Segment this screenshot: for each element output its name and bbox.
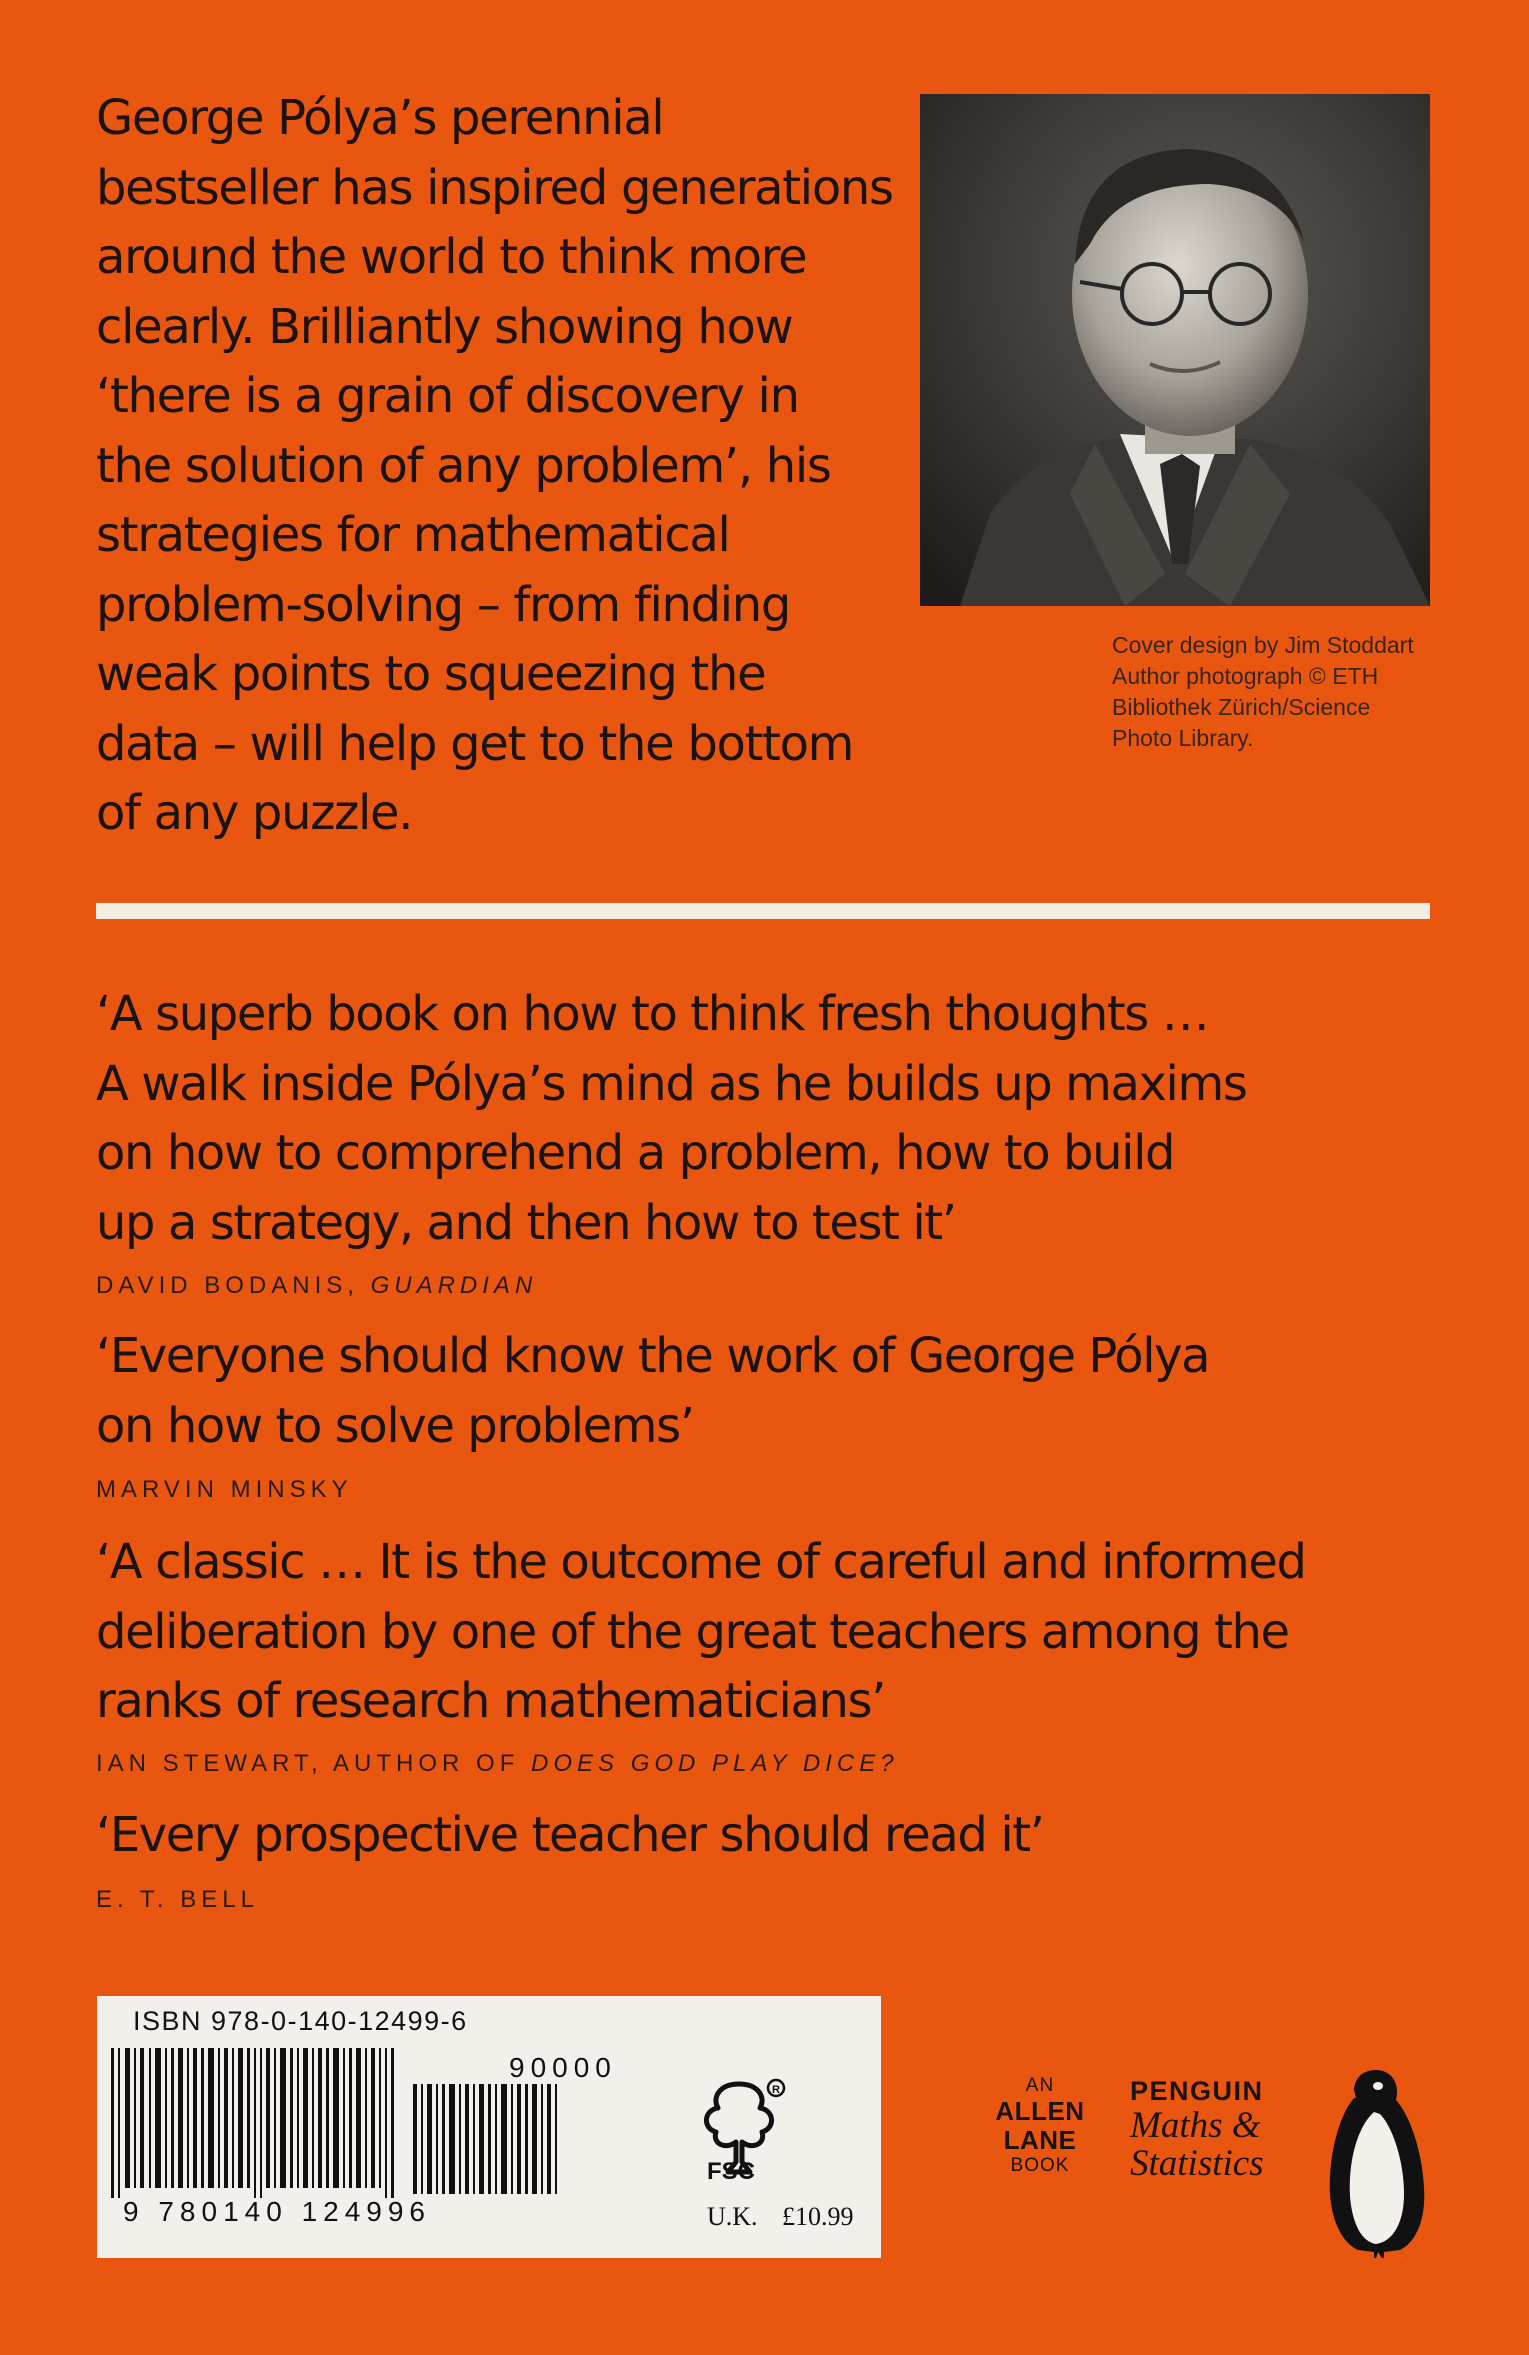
fsc-label: FSC [707,2158,755,2185]
quote-1-source: GUARDIAN [370,1272,538,1299]
svg-text:R: R [772,2084,780,2096]
quote-1: ‘A superb book on how to think fresh thoughts … A walk inside Pólya’s mind as he builds up maxims on how to comprehend a problem, how to build up a strategy, and then how to test it’ [96,986,1247,1251]
penguin-maths-imprint [1130,2076,1264,2183]
quote-3-source: DOES GOD PLAY DICE? [531,1750,899,1777]
allen-lane-logo [990,2076,1090,2175]
imprint-statistics: Statistics [1130,2143,1264,2184]
author-photo [920,94,1430,606]
allen-lane: LANE [1003,2125,1077,2155]
isbn-label: ISBN 978-0-140-12499-6 [133,2006,468,2036]
back-cover-blurb [96,84,896,849]
quote-2-attribution [96,1476,353,1504]
country-code: U.K. [707,2202,758,2231]
quote-3: ‘A classic … It is the outcome of careful and informed deliberation by one of the great teachers among the ranks of research mathematicians’ [96,1534,1306,1729]
allen-allen: ALLEN [995,2096,1085,2126]
barcode-panel [97,1996,881,2258]
price: £10.99 [782,2202,854,2231]
quote-4-author: E. T. BELL [96,1886,259,1913]
price-code: 90000 [509,2052,617,2083]
quote-3-author: IAN STEWART, AUTHOR OF [96,1750,532,1777]
cover-credits: Cover design by Jim Stoddart Author photograph © ETH Bibliothek Zürich/Science Photo Library. [1112,632,1414,751]
quote-2: ‘Everyone should know the work of George Pólya on how to solve problems’ [96,1328,1210,1454]
quote-1-attribution [96,1272,537,1300]
isbn-digits: 9 780140 124996 [123,2196,431,2227]
blurb-text: George Pólya’s perennial bestseller has inspired generations around the world to think more clearly. Brilliantly showing how ‘there is a grain of discovery in the solution of any problem’, his strategies for mathematical problem-solving – from finding weak points to squeezing the data – will help get to the bottom of any puzzle. [96,90,893,841]
quote-2-author: MARVIN MINSKY [96,1476,353,1503]
quote-1-author: DAVID BODANIS, [96,1272,371,1299]
imprint-maths: Maths & [1130,2105,1261,2146]
section-divider [96,903,1430,919]
quote-3-attribution [96,1750,899,1778]
allen-book: BOOK [1010,2155,1070,2176]
allen-an: AN [1025,2075,1055,2096]
quote-4: ‘Every prospective teacher should read it’ [96,1807,1044,1863]
penguin-logo-icon [1318,2064,1438,2264]
quote-4-attribution [96,1886,259,1914]
imprint-penguin: PENGUIN [1130,2076,1264,2106]
